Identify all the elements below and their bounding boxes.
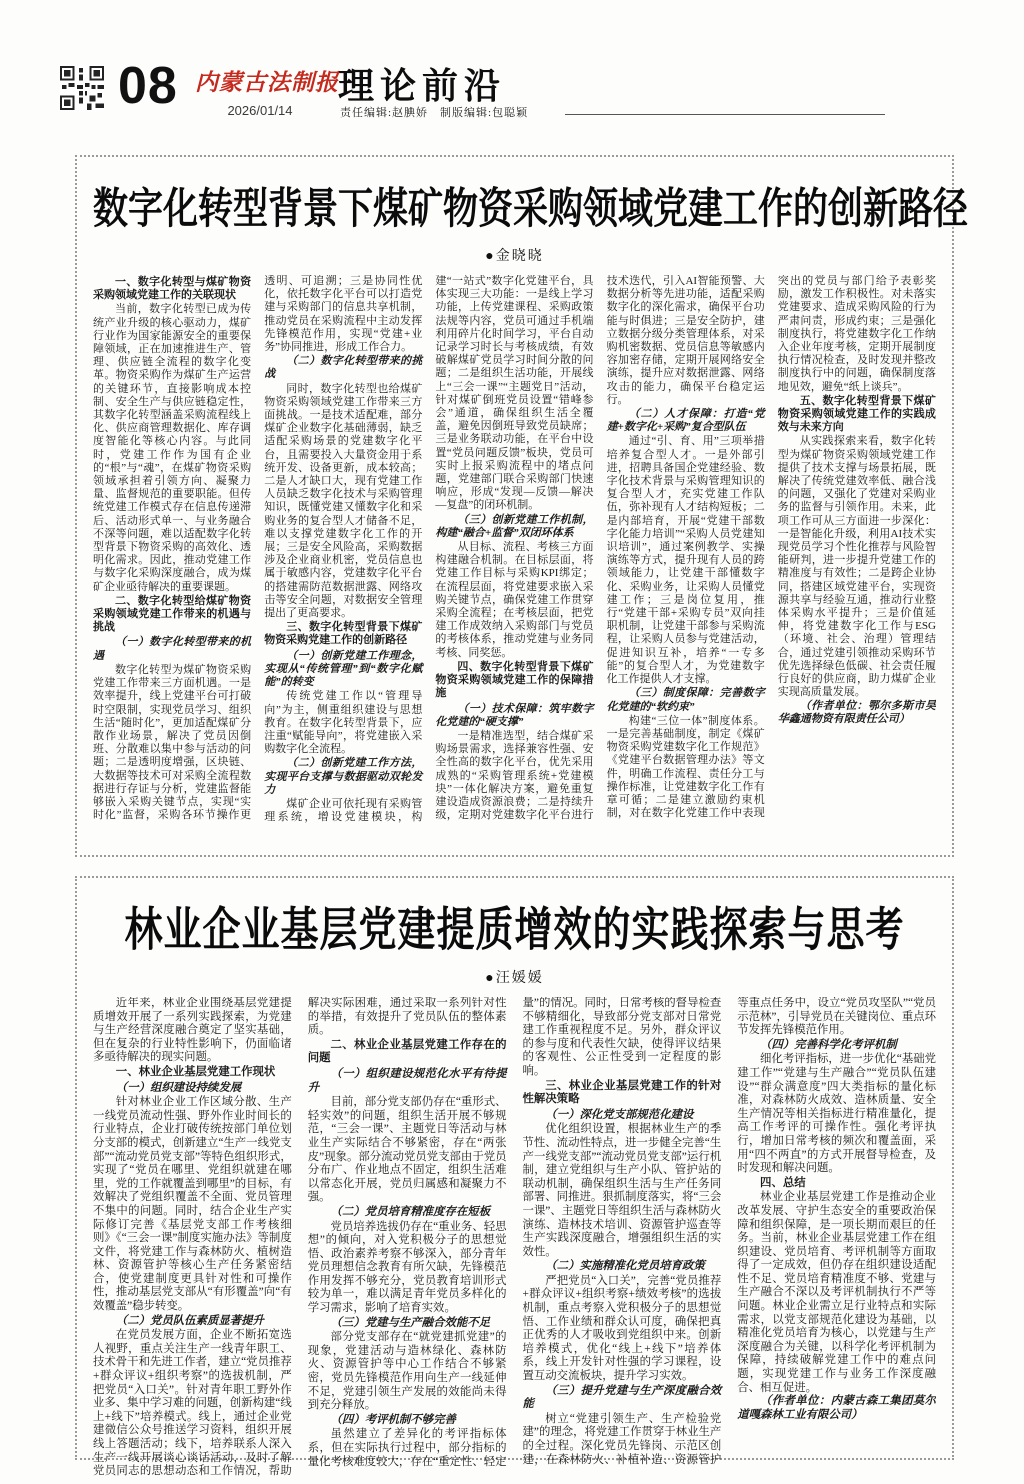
article-block-p: 严把党员“入口关”，完善“党员推荐+群众评议+组织考察+绩效考核”的选拔机制，重点考察入党积极分子的思想觉悟、工作业绩和群众认可度，确保把真正优秀的人才吸收到党组织中来。创新培养模式，优化“线上+线下”培养体系，线上开发针对性强的学习课程，设置互动交流板块，提升学习实效。 <box>522 1274 722 1383</box>
article-block-s: （二）实施精准化党员培育政策 <box>545 1260 705 1273</box>
article-2-author: ●汪媛媛 <box>485 971 544 986</box>
article-block-p: 细化考评指标，进一步优化“基础党建工作”“党建与生产融合”“党员队伍建设”“群众满意度”四大类指标的量化标准，对森林防火成效、造林质量、安全生产情况等相关指标进行精准量化，提高工作考评的可操作性。强化考评执行，增加日常考核的频次和覆盖面，采用“四不两直”的方式开展督导检查，及时发现和解决问题。 <box>737 1053 936 1175</box>
article-block-p: 一是精准选型，结合煤矿采购场景需求，选择兼容性强、安全性高的数字化平台，优先采用成熟的“采购管理系统+党建模块”一体化解决方案，避免重复建设造成资源浪费；二是持续升级，定期对党建数字化平台进行技术迭代，引入AI智能预警、大数据分析等先进功能，适配采购数字化的深化需求，确保平台功能与时俱进；三是安全防护，建立数据分级分类管理体系，对采购机密数据、党员信息等敏感内容加密存储，定期开展网络安全演练，提升应对数据泄露、网络攻击的能力，确保平台稳定运行。 <box>435 275 765 822</box>
article-block-s: （三）提升党建与生产深度融合效能 <box>522 1384 722 1411</box>
article-block-p: 构建“三位一体”制度体系。一是完善基础制度，制定《煤矿物资采购党建数字化工作规范》《党建平台数据管理办法》等文件，明确工作流程、责任分工与操作标准，让党建数字化工作有章可循；二是建立激励约束机制，对在数字化党建工作中表现突出的党员与部门给予表彰奖励，激发工作积极性。对未落实党建要求、造成采购风险的行为严肃问责，形成约束；三是强化制度执行，将党建数字化工作纳入企业年度考核，定期开展制度执行情况检查，及时发现并整改制度执行中的问题，确保制度落地见效，避免“纸上谈兵”。 <box>606 275 936 820</box>
article-block-p: 从目标、流程、考核三方面构建融合机制。在目标层面，将党建工作目标与采购KPI绑定；在流程层面，将党建要求嵌入采购关键节点，确保党建工作贯穿采购全流程；在考核层面，把党建工作成效纳入采购部门与党员的考核体系，推动党建与业务同考核、同奖惩。 <box>435 541 594 659</box>
article-block-h: 三、数字化转型背景下煤矿物资采购党建工作的创新路径 <box>264 621 423 647</box>
article-block-s: （二）党员队伍素质显著提升 <box>115 1314 264 1327</box>
article-1-author: ●金晓晓 <box>485 249 544 264</box>
editors-line: 责任编辑:赵腆娇 制版编辑:包聪颖 <box>340 107 529 119</box>
article-block-p: 同时，数字化转型也给煤矿物资采购领域党建工作带来三方面挑战。一是技术适配难，部分煤矿企业数字化基础薄弱，缺乏适配采购场景的党建数字化平台，且需要投入大量资金用于系统开发、设备更新，成本较高；二是人才缺口大，现有党建工作人员缺乏数字化技术与采购管理知识，既懂党建又懂数字化和采购业务的复合型人才储备不足，难以支撑党建数字化工作的开展；三是安全风险高，采购数据涉及企业商业机密，党员信息也属于敏感内容，党建数字化平台的搭建需防范数据泄露、网络攻击等安全问题，对数据安全管理提出了更高要求。 <box>264 382 423 620</box>
article-block-s: （二）党员培育精准度存在短板 <box>330 1205 491 1218</box>
article-block-p: 煤矿企业可依托现有采购管理系统，增设党建模块，构建“一站式”数字化党建平台，具体实现三大功能：一是线上学习功能，上传党建课程、采购政策法规等内容，党员可通过手机端利用碎片化时间学习，平台自动记录学习时长与考核成绩，有效破解煤矿党员学习时间分散的问题；二是组织生活功能，开展线上“三会一课”“主题党日”活动，针对煤矿倒班党员设置“错峰参会”通道，确保组织生活全覆盖，避免因倒班导致党员缺席；三是业务联动功能，在平台中设置“党员问题反馈”板块，党员可实时上报采购流程中的堵点问题，党建部门联合采购部门快速响应，形成“发现—反馈—解决—复盘”的闭环机制。 <box>264 275 594 824</box>
article-block-p: 虽然建立了差异化的考评指标体系，但在实际执行过程中，部分指标的量化考核难度较大，存在“重定性、轻定量”的情况。同时，日常考核的督导检查不够精细化，导致部分党支部对日常党建工作重视程度不足。另外，群众评议的参与度和代表性欠缺，使得评议结果的客观性、公正性受到一定程度的影响。 <box>307 997 722 1468</box>
article-block-p: 部分党支部存在“就党建抓党建”的现象，党建活动与造林绿化、森林防火、资源管护等中心工作结合不够紧密，党员先锋模范作用向生产一线延伸不足，党建引领生产发展的效能尚未得到充分释放。 <box>307 1331 507 1412</box>
article-block-p: 当前，数字化转型已成为传统产业升级的核心驱动力，煤矿行业作为国家能源安全的重要保障领域，正在加速推进生产、管理、供应链全流程的数字化变革。物资采购作为煤矿生产运营的关键环节，直接影响成本控制、安全生产与供应链稳定性，其数字化转型涵盖采购流程线上化、供应商管理数据化、库存调度智能化等核心内容。与此同时，党建工作作为国有企业的“根”与“魂”，在煤矿物资采购领域承担着引领方向、凝聚力量、监督规范的重要职能。但传统党建工作模式存在信息传递滞后、活动形式单一、与业务融合不深等问题，难以适配数字化转型背景下物资采购的高效化、透明化需求。因此，推动党建工作与数字化采购深度融合，成为煤矿企业亟待解决的重要课题。 <box>93 303 252 593</box>
article-2-box <box>75 876 954 1478</box>
article-block-s: （一）组织建设规范化水平有待提升 <box>307 1067 507 1094</box>
header-rule <box>565 114 885 115</box>
article-block-p: 在党员发展方面，企业不断拓宽选人视野，重点关注生产一线青年职工、技术骨干和先进工作者，建立“党员推荐+群众评议+组织考察”的选拔机制，严把党员“入口关”。针对青年职工野外作业多、集中学习难的问题，创新构建“线上+线下”培养模式。线上，通过企业党建微信公众号推送学习资料，组织开展线上答题活动；线下，培养联系人深入生产一线开展谈心谈话活动，及时了解党员同志的思想动态和工作情况，帮助解决实际困难，通过采取一系列针对性的举措，有效提升了党员队伍的整体素质。 <box>93 997 507 1478</box>
article-1-box <box>75 155 969 857</box>
article-block-s: （二）数字化转型带来的挑战 <box>264 355 423 381</box>
article-block-p: 从实践探索来看，数字化转型为煤矿物资采购领域党建工作提供了技术支撑与场景拓展，既解决了传统党建效率低、融合浅的问题，又强化了党建对采购业务的监督与引领作用。未来，此项工作可从三方面进一步深化：一是智能化升级，利用AI技术实现党员学习个性化推荐与风险智能研判，进一步提升党建工作的精准度与有效性；二是跨企业协同，搭建区域党建平台，实现资源共享与经验互通，推动行业整体采购水平提升；三是价值延伸，将党建数字化工作与ESG（环境、社会、治理）管理结合，通过党建引领推动采购环节优先选择绿色低碳、社会责任履行良好的供应商，助力煤矿企业实现高质量发展。 <box>777 435 936 699</box>
masthead-block <box>195 64 339 118</box>
article-block-p: 目前，部分党支部仍存在“重形式、轻实效”的问题，组织生活开展不够规范，“三会一课”、主题党日等活动与林业生产实际结合不够紧密，存在“两张皮”现象。部分流动党员党支部由于党员分布广、作业地点不固定，组织生活难以常态化开展，党员归属感和凝聚力不强。 <box>307 1096 507 1204</box>
qr-code-icon <box>60 66 104 110</box>
article-block-h: 一、数字化转型与煤矿物资采购领域党建工作的关联现状 <box>93 276 252 302</box>
article-block-s: （一）数字化转型带来的机遇 <box>93 636 252 662</box>
article-block-s: （二）人才保障：打造“党建+数字化+采购”复合型队伍 <box>606 408 765 434</box>
section-title: 理论前沿 <box>338 66 507 106</box>
article-block-h: 三、林业企业基层党建工作的针对性解决策略 <box>522 1079 722 1106</box>
article-block-s: （四）完善科学化考评机制 <box>760 1038 897 1051</box>
article-block-p: 传统党建工作以“管理导向”为主，侧重组织建设与思想教育。在数字化转型背景下，应注重“赋能导向”，将党建嵌入采购数字化全流程。 <box>264 690 423 756</box>
article-block-p: 树立“党建引领生产、生产检验党建”的理念，将党建工作贯穿于林业生产的全过程。深化党员先锋岗、示范区创建，在森林防火、补植补造、资源管护等重点任务中，设立“党员攻坚队”“党员示范林”，引导党员在关键岗位、重点环节发挥先锋模范作用。 <box>522 997 936 1466</box>
article-block-h: 二、数字化转型给煤矿物资采购领域党建工作带来的机遇与挑战 <box>93 594 252 634</box>
article-block-p: 党员培养选拔仍存在“重业务、轻思想”的倾向，对入党积极分子的思想觉悟、政治素养考察不够深入，部分青年党员理想信念教育有所欠缺，先锋模范作用发挥不够充分，党员教育培训形式较为单一，难以满足青年党员多样化的学习需求，影响了培育实效。 <box>307 1220 507 1315</box>
article-block-s: （一）创新党建工作理念，实现从“传统管理”到“数字化赋能”的转变 <box>264 649 423 689</box>
article-block-h: 一、林业企业基层党建工作现状 <box>115 1065 276 1078</box>
article-block-s: （三）党建与生产融合效能不足 <box>330 1316 491 1329</box>
article-block-n: （作者单位：鄂尔多斯市昊华鑫通物资有限责任公司） <box>777 699 936 725</box>
article-block-h: 二、林业企业基层党建工作存在的问题 <box>307 1038 507 1065</box>
article-block-s: （一）组织建设持续发展 <box>115 1081 242 1094</box>
article-block-s: （一）技术保障：筑牢数字化党建的“硬支撑” <box>435 702 594 728</box>
article-block-p: 林业企业基层党建工作是推动企业改革发展、守护生态安全的重要政治保障和组织保障，是一项长期而艰巨的任务。当前，林业企业基层党建工作在组织建设、党员培育、考评机制等方面取得了一定成效，但仍存在组织建设适配性不足、党员培育精准度不够、党建与生产融合不深以及考评机制执行不严等问题。林业企业需立足行业特点和实际需求，以党支部规范化建设为基础，以精准化党员培育为核心，以党建与生产深度融合为关键，以科学化考评机制为保障，持续破解党建工作中的难点问题，实现党建工作与业务工作深度融合、相互促进。 <box>737 1191 936 1394</box>
article-block-p: 针对林业企业工作区域分散、生产一线党员流动性强、野外作业时间长的行业特点，企业打破传统按部门单位划分支部的模式，创新建立“生产一线党支部”“流动党员党支部”等特色组织形式，实现了“党员在哪里、党组织就建在哪里，党的工作就覆盖到哪里”的目标，有效解决了党组织覆盖不全面、党员管理不集中的问题。同时，结合企业生产实际修订完善《基层党支部工作考核细则》《“三会一课”制度实施办法》等制度文件，将党建工作与森林防火、植树造林、资源管护等核心生产任务紧密结合，使党建制度更具针对性和可操作性，推动基层党支部从“有形覆盖”向“有效覆盖”稳步转变。 <box>93 1096 292 1313</box>
masthead-title: 内蒙古法制报 <box>195 70 339 95</box>
article-block-s: （三）制度保障：完善数字化党建的“软约束” <box>606 687 765 713</box>
article-block-p: 优化组织设置，根据林业生产的季节性、流动性特点，进一步健全完善“生产一线党支部”“流动党员党支部”运行机制，建立党组织与生产小队、管护站的联动机制，确保组织生活与生产任务同部署、同推进。狠抓制度落实，将“三会一课”、主题党日等组织生活与森林防火演练、造林技术培训、资源管护巡查等生产实践深度融合，增强组织生活的实效性。 <box>522 1123 722 1258</box>
page-number: 08 <box>118 57 178 115</box>
article-block-s: （四）考评机制不够完善 <box>330 1413 456 1426</box>
article-1-body <box>93 275 936 831</box>
article-1-title: 数字化转型背景下煤矿物资采购领域党建工作的创新路径 <box>93 185 969 233</box>
article-block-p: 近年来，林业企业围绕基层党建提质增效开展了一系列实践探索，为党建与生产经营深度融合奠定了坚实基础，但在复杂的行业特性影响下，仍面临诸多亟待解决的现实问题。 <box>93 997 292 1064</box>
article-block-h: 四、总结 <box>760 1176 806 1189</box>
article-2-title: 林业企业基层党建提质增效的实践探索与思考 <box>124 905 905 957</box>
article-block-s: （二）创新党建工作方法，实现平台支撑与数据驱动双轮发力 <box>264 757 423 796</box>
article-block-s: （一）深化党支部规范化建设 <box>545 1108 694 1121</box>
article-block-n: （作者单位：内蒙古森工集团莫尔道嘎森林工业有限公司） <box>737 1395 936 1421</box>
article-block-p: 数字化转型为煤矿物资采购党建工作带来三方面机遇。一是效率提升，线上党建平台可打破时空限制，实现党员学习、组织生活“随时化”，更加适配煤矿分散作业场景，解决了党员因倒班、分散难以集中参与活动的问题；二是透明度增强，区块链、大数据等技术可对采购全流程数据进行存证与分析，党建监督能够嵌入采购关键节点，实现“实时化”监督，采购各环节操作更透明、可追溯；三是协同性优化，依托数字化平台可以打造党建与采购部门的信息共享机制，推动党员在采购流程中主动发挥先锋模范作用，实现“党建+业务”协同推进，形成工作合力。 <box>93 275 423 822</box>
masthead-date: 2026/01/14 <box>227 103 293 118</box>
page-header <box>60 57 960 124</box>
article-block-h: 四、数字化转型背景下煤矿物资采购领域党建工作的保障措施 <box>435 660 594 700</box>
article-block-p: 通过“引、育、用”三项举措培养复合型人才。一是外部引进，招聘具备国企党建经验、数字化技术背景与采购管理知识的复合型人才，充实党建工作队伍，弥补现有人才结构短板；二是内部培育，开展“党建干部数字化能力培训”“采购人员党建知识培训”，通过案例教学、实操演练等方式，提升现有人员的跨领域能力，让党建干部懂数字化、采购业务，让采购人员懂党建工作；三是岗位复用，推行“党建干部+采购专员”双向挂职机制，让党建干部参与采购流程，让采购人员参与党建活动，促进知识互补，培养“一专多能”的复合型人才，为党建数字化工作提供人才支撑。 <box>606 435 765 686</box>
article-block-h: 五、数字化转型背景下煤矿物资采购领域党建工作的实践成效与未来方向 <box>777 394 936 434</box>
article-block-s: （三）创新党建工作机制，构建“融合+监督”双闭环体系 <box>435 513 594 539</box>
article-2-body <box>93 997 936 1479</box>
